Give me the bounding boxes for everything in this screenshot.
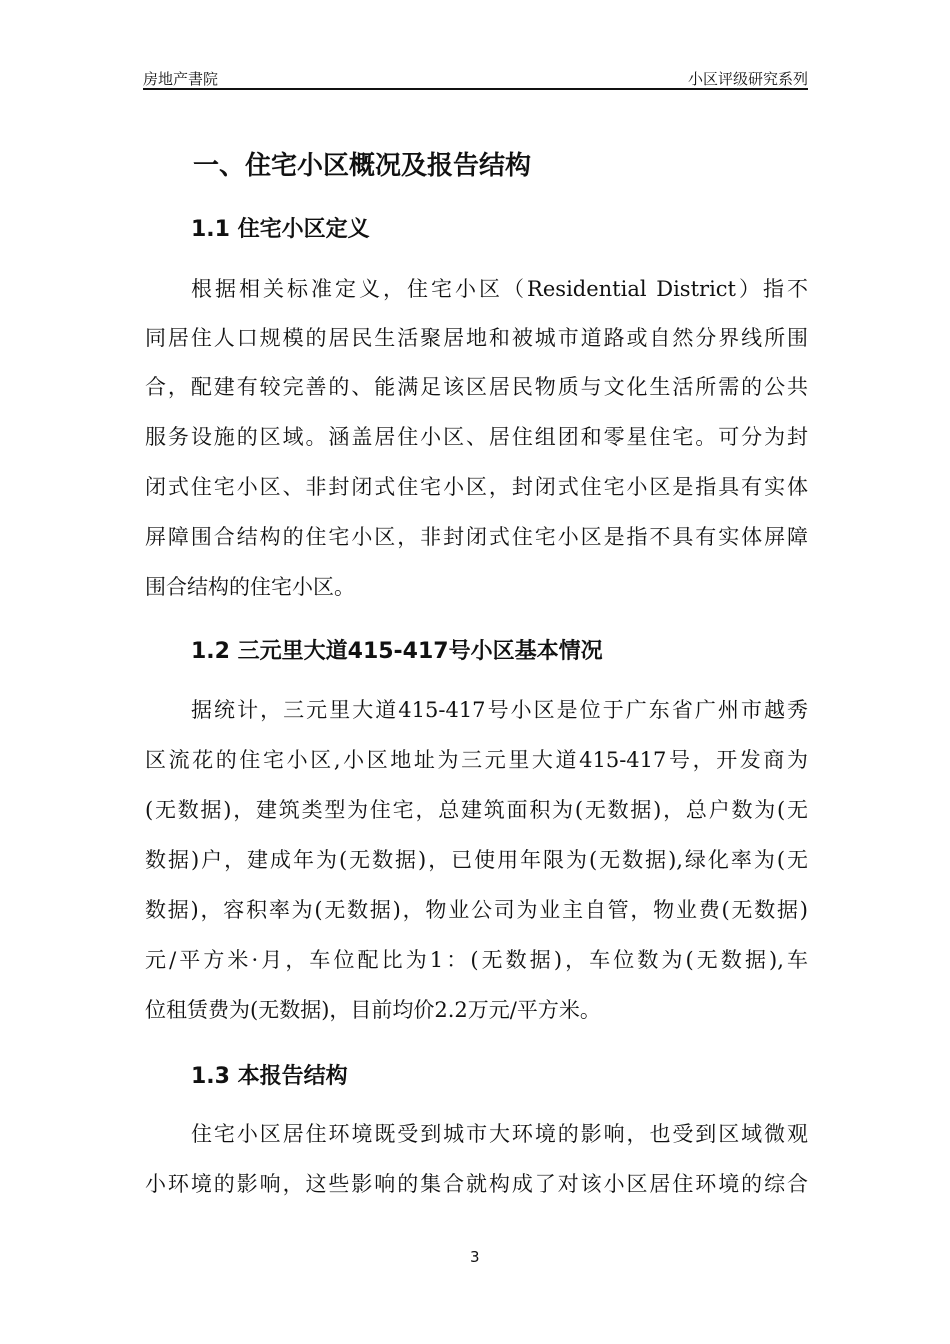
- chapter-title: 一、住宅小区概况及报告结构: [193, 151, 532, 181]
- header-left: 房地产書院: [143, 70, 219, 88]
- paragraph-line: 围合结构的住宅小区。: [145, 575, 355, 599]
- paragraph-line: 同居住人口规模的居民生活聚居地和被城市道路或自然分界线所围: [145, 326, 808, 350]
- paragraph-line: 数据)户，建成年为(无数据)，已使用年限为(无数据),绿化率为(无: [145, 848, 808, 872]
- section-heading-1-3: 1.3 本报告结构: [191, 1064, 348, 1089]
- paragraph-line: 小环境的影响，这些影响的集合就构成了对该小区居住环境的综合: [145, 1172, 808, 1196]
- paragraph-line: 住宅小区居住环境既受到城市大环境的影响，也受到区域微观: [191, 1122, 808, 1146]
- section-heading-1-2: 1.2 三元里大道415-417号小区基本情况: [191, 639, 603, 664]
- paragraph-line: 区流花的住宅小区,小区地址为三元里大道415-417号，开发商为: [145, 748, 808, 772]
- paragraph-line: 闭式住宅小区、非封闭式住宅小区，封闭式住宅小区是指具有实体: [145, 475, 808, 499]
- page-number: 3: [470, 1248, 480, 1266]
- paragraph-line: 合，配建有较完善的、能满足该区居民物质与文化生活所需的公共: [145, 375, 808, 399]
- paragraph-line: 根据相关标准定义，住宅小区（Residential District）指不: [191, 277, 808, 301]
- paragraph-line: 元/平方米·月，车位配比为1：(无数据)，车位数为(无数据),车: [145, 948, 808, 972]
- header-right: 小区评级研究系列: [687, 70, 808, 88]
- paragraph-line: 数据)，容积率为(无数据)，物业公司为业主自管，物业费(无数据): [145, 898, 808, 922]
- paragraph-line: 据统计，三元里大道415-417号小区是位于广东省广州市越秀: [191, 698, 808, 722]
- paragraph-line: 位租赁费为(无数据)，目前均价2.2万元/平方米。: [145, 998, 601, 1022]
- section-heading-1-1: 1.1 住宅小区定义: [191, 217, 370, 242]
- paragraph-line: 服务设施的区域。涵盖居住小区、居住组团和零星住宅。可分为封: [145, 425, 808, 449]
- header-rule: [143, 88, 808, 90]
- paragraph-line: 屏障围合结构的住宅小区，非封闭式住宅小区是指不具有实体屏障: [145, 525, 808, 549]
- paragraph-line: (无数据)，建筑类型为住宅，总建筑面积为(无数据)，总户数为(无: [145, 798, 808, 822]
